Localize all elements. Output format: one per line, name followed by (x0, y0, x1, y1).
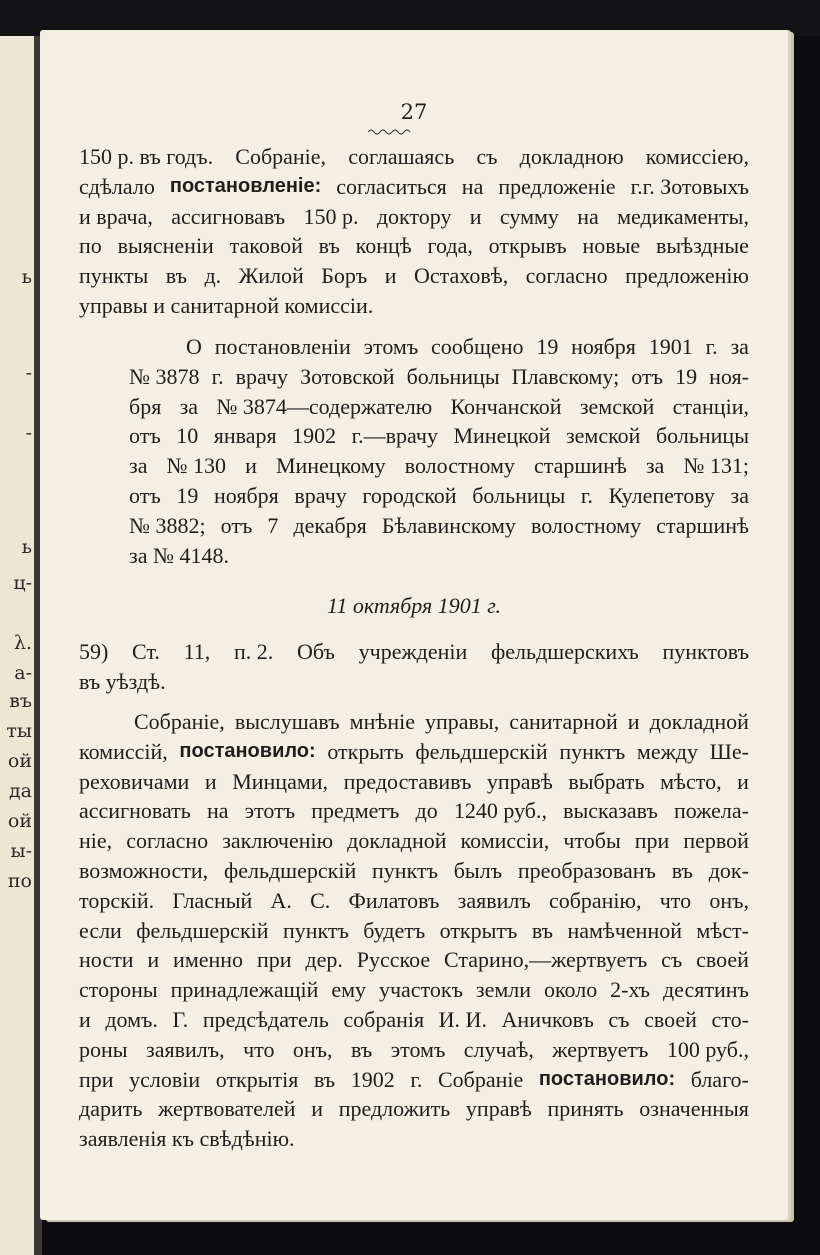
text-line (79, 667, 749, 697)
word: Бѣлавинскому (381, 512, 516, 538)
word: намѣченной (567, 917, 682, 943)
word: мѣст- (696, 917, 749, 943)
word: док- (708, 857, 749, 883)
word: принять (547, 1096, 624, 1122)
word: за (730, 334, 749, 359)
word: сообщено (431, 334, 524, 359)
left-page-text-fragment: ь (21, 536, 32, 558)
word: за (129, 453, 148, 479)
word: чтобы (563, 828, 621, 854)
word: больницы (472, 482, 566, 508)
word: заявилъ, (146, 1036, 225, 1062)
word: учрежденіи (358, 639, 468, 664)
word: реховичами (79, 768, 190, 794)
word: постановило: (179, 739, 316, 762)
word: концѣ (355, 233, 412, 259)
text-line (79, 392, 749, 422)
word: именно (173, 947, 244, 973)
word: собранія (343, 1006, 425, 1032)
word: отъ (129, 423, 161, 449)
text-line (79, 421, 749, 451)
text-line (79, 945, 749, 975)
word: Минецкой (453, 423, 551, 449)
word: 2-хъ (610, 977, 651, 1003)
word: отъ (220, 512, 253, 538)
word: если (79, 917, 122, 943)
word: и (627, 709, 640, 734)
word: врачу (235, 363, 289, 389)
word: Кулепетову (608, 482, 715, 508)
word: въ (351, 1036, 373, 1062)
text-line (79, 362, 749, 392)
word: заключенію (222, 828, 334, 854)
word: и врача, (79, 203, 153, 229)
word: предметъ (311, 798, 400, 824)
word: доктору (376, 203, 452, 229)
word: предсѣдатель (202, 1006, 329, 1032)
word: пожела- (674, 798, 749, 824)
word: г. (211, 363, 224, 389)
word: на (206, 798, 229, 824)
word: условіи (129, 1066, 201, 1092)
word: на (461, 173, 484, 199)
word: выбрать (568, 768, 645, 794)
word: д. (204, 263, 222, 289)
word: пунктъ (372, 857, 438, 883)
word: въ (313, 1066, 336, 1092)
word: г.г. Зотовыхъ (630, 173, 749, 199)
word: п. 2. (234, 639, 274, 664)
word: докладною (519, 144, 624, 169)
word: г. (410, 1066, 423, 1092)
left-page-text-fragment: ц- (13, 572, 32, 594)
word: Минецкому (275, 453, 386, 479)
left-page-text-fragment: - (25, 422, 32, 444)
word: возможности, (79, 857, 209, 883)
text-line (79, 826, 749, 856)
text-line (79, 261, 749, 291)
word: по (79, 233, 102, 259)
word: съ (661, 947, 683, 973)
word: таковой (229, 233, 303, 259)
word: предоставивъ (343, 768, 472, 794)
text-line (79, 1124, 749, 1154)
word: около (543, 977, 598, 1003)
text-line (79, 202, 749, 232)
left-page-text-fragment: а- (14, 662, 32, 684)
word: десятинъ (662, 977, 749, 1003)
word: пунктъ (282, 917, 349, 943)
paragraph-3 (79, 637, 749, 697)
word: отъ (631, 363, 663, 389)
word: предложеніе (498, 173, 616, 199)
word: ноября (213, 482, 279, 508)
word: управы и санитарной комиссіи. (79, 292, 374, 318)
word: Собраніе, (134, 709, 225, 734)
word: комиссій, (79, 738, 168, 764)
word: Ше- (709, 738, 749, 764)
word: докладной (347, 828, 447, 854)
word: управѣ (486, 768, 553, 794)
word: Старино,—жертвуетъ (444, 947, 648, 973)
text-line (79, 737, 749, 767)
word: Русское (356, 947, 431, 973)
word: заявилъ (457, 887, 531, 913)
word: А. (270, 887, 292, 913)
word: съ (476, 144, 498, 169)
left-page-text-fragment: ой (7, 750, 32, 772)
word: санитарной (509, 709, 618, 734)
date-heading: 11 октября 1901 г. (326, 593, 502, 618)
word: волостному (530, 512, 642, 538)
word: старшинѣ (656, 512, 749, 538)
word: постановленіи (214, 334, 351, 359)
word: 11, (183, 639, 211, 664)
word: г. (580, 482, 593, 508)
word: онъ, (709, 887, 749, 913)
word: земли (475, 977, 532, 1003)
word: между (636, 738, 699, 764)
word: января (213, 423, 277, 449)
word: и (469, 203, 482, 229)
word: что (243, 1036, 275, 1062)
word: дер. (305, 947, 343, 973)
word: соглашаясь (348, 144, 455, 169)
text-line (79, 796, 749, 826)
word: 59) (79, 639, 109, 664)
word: сто- (711, 1006, 749, 1032)
word: 1901 (648, 334, 693, 359)
word: домъ. (105, 1006, 158, 1032)
ornament-squiggle (368, 128, 412, 136)
word: предложенію (625, 263, 749, 289)
word: высказавъ (563, 798, 658, 824)
word: этотъ (244, 798, 296, 824)
word: своей (696, 947, 749, 973)
word: новые (582, 233, 641, 259)
word: больницы (406, 363, 500, 389)
word: управѣ (465, 1096, 532, 1122)
word: Минцами, (232, 768, 329, 794)
word: роны (79, 1036, 128, 1062)
left-page-text-fragment: λ. (13, 632, 32, 654)
word: фельдшерскихъ (491, 639, 639, 664)
word: въ (318, 233, 340, 259)
word: старшинѣ (533, 453, 627, 479)
left-page-text-fragment: ты (6, 720, 32, 742)
word: постановленіе: (169, 174, 322, 197)
word: открывъ (488, 233, 567, 259)
word: медикаменты, (617, 203, 749, 229)
word: управы, (424, 709, 500, 734)
word: въ (531, 917, 554, 943)
word: ноя- (709, 363, 749, 389)
text-line (79, 511, 749, 541)
word: 10 (176, 423, 199, 449)
word: 19 (536, 334, 559, 359)
word: предложить (338, 1096, 451, 1122)
word: г. (705, 334, 718, 359)
text-line (79, 451, 749, 481)
word: 150 р. въ годъ. (79, 144, 214, 169)
word: фельдшерскій (223, 857, 357, 883)
word: декабря (293, 512, 367, 538)
paragraph-2 (79, 332, 749, 570)
word: принадлежащій (170, 977, 319, 1003)
word: и (737, 768, 749, 794)
word: И. И. (438, 1006, 487, 1032)
word: ему (331, 977, 367, 1003)
word: этомъ (363, 334, 419, 359)
left-page-edge (0, 36, 37, 1255)
word: ассигновавъ (171, 203, 286, 229)
word: сдѣлало (79, 173, 155, 199)
word: земской (579, 393, 655, 419)
word: преобразованъ (517, 857, 656, 883)
word: земской (565, 423, 641, 449)
word: съ (608, 1006, 630, 1032)
text-line (79, 231, 749, 261)
word: на (577, 203, 599, 229)
word: и (384, 263, 397, 289)
word: заявленія къ свѣдѣнію. (79, 1126, 295, 1152)
word: постановило: (538, 1067, 676, 1090)
word: пунктовъ (662, 639, 749, 664)
left-page-text-fragment: ь (21, 266, 32, 288)
text-line (79, 172, 749, 202)
word: Аничковъ (501, 1006, 594, 1032)
word: выѣздные (655, 233, 749, 259)
word: № 3882; (129, 512, 206, 538)
word: мнѣніе (349, 709, 415, 734)
word: Ст. (132, 639, 160, 664)
word: Боръ (321, 263, 368, 289)
word: жертвуетъ (552, 1036, 649, 1062)
word: при (79, 1066, 114, 1092)
word: стороны (79, 977, 158, 1003)
word: за (645, 453, 665, 479)
word: ніе, (79, 828, 113, 854)
word: выясненіи (117, 233, 214, 259)
word: за (730, 482, 749, 508)
word: согласно (525, 263, 608, 289)
word: и (311, 1096, 324, 1122)
word: что (659, 887, 692, 913)
text-line (79, 1065, 749, 1095)
text-line (79, 975, 749, 1005)
word: С. (310, 887, 331, 913)
word: при (256, 947, 292, 973)
word: Кончанской (450, 393, 562, 419)
word: согласиться (336, 173, 447, 199)
word: до (415, 798, 438, 824)
word: 1902 (350, 1066, 395, 1092)
word: случаѣ, (463, 1036, 534, 1062)
word: этомъ (390, 1036, 446, 1062)
left-page-text-fragment: ой (7, 810, 32, 832)
word: Собраніе, (235, 144, 327, 169)
word: № 3874—содержателю (216, 393, 433, 419)
left-page-text-fragment: - (25, 362, 32, 384)
word: и (245, 453, 257, 479)
word: пунктъ (559, 738, 626, 764)
left-page-text-fragment: ы- (10, 840, 32, 862)
paragraph-1 (79, 142, 749, 321)
book-page (40, 30, 788, 1220)
word: 150 р. (303, 203, 359, 229)
text-line (79, 1005, 749, 1035)
word: 19 (675, 363, 698, 389)
word: бря (129, 393, 162, 419)
word: Зотовской (300, 363, 395, 389)
word: комиссіею, (645, 144, 749, 169)
word: Собраніе (437, 1066, 524, 1092)
word: сумму (499, 203, 559, 229)
word: 100 руб., (666, 1036, 749, 1062)
word: докладной (649, 709, 749, 734)
word: и (204, 768, 217, 794)
word: Остаховѣ, (413, 263, 509, 289)
word: волостному (404, 453, 515, 479)
text-line (79, 637, 749, 667)
word: будетъ (363, 917, 426, 943)
word: былъ (453, 857, 503, 883)
word: Объ (297, 639, 335, 664)
word: своей (644, 1006, 697, 1032)
word: ассигновать (79, 798, 191, 824)
word: фельдшерскій (136, 917, 269, 943)
word: Филатовъ (348, 887, 440, 913)
word: онъ, (292, 1036, 333, 1062)
paragraph-4 (79, 707, 749, 1154)
text-line (79, 856, 749, 886)
word: Гласный (172, 887, 253, 913)
word: торскій. (79, 887, 155, 913)
word: пункты (79, 263, 149, 289)
word: и (147, 947, 160, 973)
word: за № 4148. (129, 542, 229, 568)
word: въ уѣздѣ. (79, 668, 166, 694)
word: при (634, 828, 670, 854)
word: ноября (571, 334, 636, 359)
word: комиссіи, (460, 828, 550, 854)
word: открытія (215, 1066, 299, 1092)
word: г.—врачу (351, 423, 438, 449)
text-line (79, 291, 749, 321)
word: 7 (267, 512, 279, 538)
word: 19 (176, 482, 199, 508)
word: собранію, (548, 887, 642, 913)
word: № 130 (166, 453, 227, 479)
text-line (79, 707, 749, 737)
word: года, (427, 233, 473, 259)
word: ности (79, 947, 134, 973)
left-page-text-fragment: да (8, 780, 32, 802)
word: выслушавъ (234, 709, 340, 734)
word: первой (683, 828, 749, 854)
text-line (79, 481, 749, 511)
word: жертвователей (158, 1096, 296, 1122)
text-line (79, 142, 749, 172)
left-page-text-fragment: въ (9, 690, 32, 712)
word: благо- (690, 1066, 749, 1092)
text-line (79, 332, 749, 362)
word: 1902 (292, 423, 337, 449)
word: участокъ (378, 977, 463, 1003)
word: открыть (327, 738, 404, 764)
text-line (79, 1094, 749, 1124)
word: станціи, (672, 393, 749, 419)
text-line (79, 767, 749, 797)
word: означенныя (639, 1096, 749, 1122)
word: врачу (294, 482, 347, 508)
word: мѣсто, (660, 768, 722, 794)
word: открытъ (439, 917, 518, 943)
word: О (186, 334, 202, 359)
word: отъ (129, 482, 161, 508)
page-number: 27 (400, 100, 428, 124)
word: въ (671, 857, 693, 883)
word: больницы (655, 423, 749, 449)
word: городской (362, 482, 457, 508)
text-line (79, 541, 749, 571)
word: въ (165, 263, 187, 289)
word: фельдшерскій (415, 738, 548, 764)
text-line (79, 916, 749, 946)
text-line (79, 886, 749, 916)
word: Плавскому; (511, 363, 620, 389)
word: Жилой (238, 263, 304, 289)
left-page-text-fragment: по (7, 870, 32, 892)
word: № 3878 (129, 363, 200, 389)
word: дарить (79, 1096, 143, 1122)
word: согласно (126, 828, 209, 854)
word: за (179, 393, 199, 419)
word: и (79, 1006, 91, 1032)
text-line (79, 1035, 749, 1065)
word: Г. (172, 1006, 189, 1032)
word: 1240 руб., (453, 798, 547, 824)
word: № 131; (683, 453, 749, 479)
